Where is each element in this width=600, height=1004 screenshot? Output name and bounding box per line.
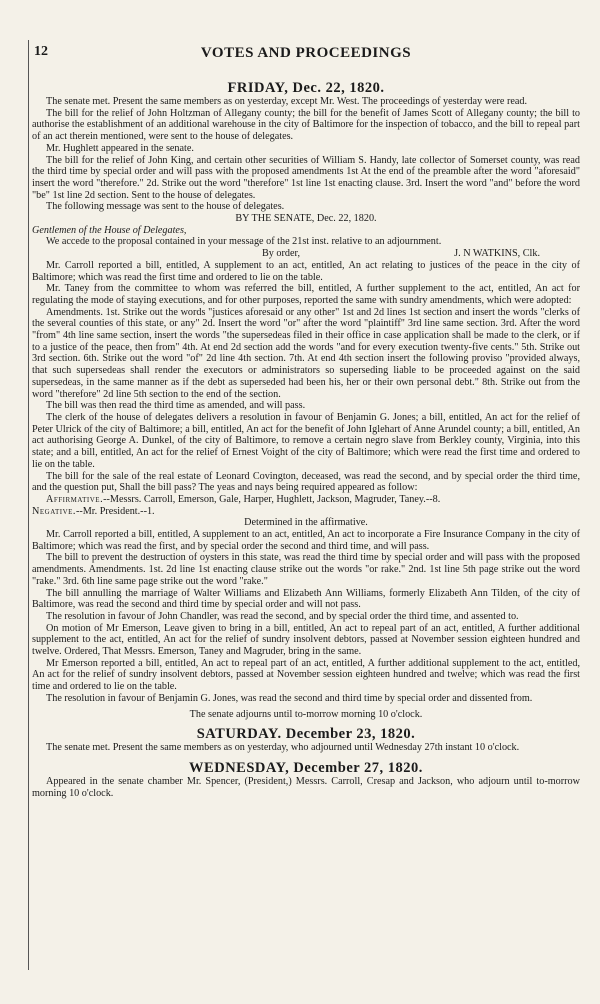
message-body: We accede to the proposal contained in your message of the 21st inst. relative to an adjournment.	[46, 236, 442, 248]
page-margin-rule	[28, 40, 29, 970]
paragraph: Mr. Hughlett appeared in the senate.	[46, 142, 194, 154]
signature: J. N WATKINS, Clk.	[454, 248, 540, 260]
wednesday-text: Appeared in the senate chamber Mr. Spencer, (President,) Messrs. Carroll, Cresap and Jackson, who adjourn until to-morrow morning 10 o'clock.	[32, 775, 580, 799]
message-heading: BY THE SENATE, Dec. 22, 1820.	[235, 213, 377, 225]
saturday-heading: SATURDAY. December 23, 1820.	[196, 726, 416, 743]
paragraph: The bill for the relief of John King, and certain other securities of William S. Handy, late collector of Somerset county, was read the third time by special order and will pass with the proposed amendments 1st At the end of the preamble after the word "aforesaid" insert the word "therefore." 2d. Strike out the word "therefore" 1st line 1st enacting clause. 3rd. Insert the word "and" before the word "be" 1st line 2d section. Sent to the house of delegates.	[32, 154, 580, 201]
paragraph: The bill was then read the third time as amended, and will pass.	[46, 400, 306, 412]
paragraph: The bill to prevent the destruction of oysters in this state, was read the third time by special order and will pass with the proposed amendments. Amendments. 1st. 2d line 1st enacting clause strike out the words "or rake." 2nd. 1st line 5th page strike out the word "rake." 3rd. 6th line same page strike out the word "rake."	[32, 552, 580, 587]
paragraph: On motion of Mr Emerson, Leave given to bring in a bill, entitled, An act to repeal part of an act, entitled, A further additional supplement to the act, entitled, An act for the relief of sundry insolvent debtors, passed at November session eighteen hundred and twelve. Ordered, That Messrs. Emerson, Taney and Magruder, bring in the same.	[32, 622, 580, 658]
wednesday-heading: WEDNESDAY, December 27, 1820.	[189, 759, 423, 776]
negative-names: --Mr. President.--1.	[75, 505, 155, 517]
paragraph: The clerk of the house of delegates delivers a resolution in favour of Benjamin G. Jones; a bill, entitled, An act for the relief of Peter Ulrick of the city of Baltimore; a bill, entitled, An act for the benefit of John Iglehart of Anne Arundel county; a bill, entitled, An act authorising George A. Dunkel, of the city of Baltimore, to remove a certain negro slave from Berkley county, Virginia, into this state; and a bill, entitled, An act for the relief of Ernest Voight of the city of Baltimore; which were read the first time and ordered to lie on the table.	[32, 411, 580, 470]
saturday-text: The senate met. Present the same members as on yesterday, who adjourned until Wednesday 27th instant 10 o'clock.	[46, 742, 520, 754]
adjourn-notice: The senate adjourns until to-morrow morning 10 o'clock.	[189, 708, 423, 720]
friday-heading: FRIDAY, Dec. 22, 1820.	[227, 80, 385, 96]
paragraph: The bill for the relief of John Holtzman of Allegany county; the bill for the benefit of James Scott of Allegany county; the bill to authorise the establishment of an additional warehouse in the city of Baltimore for the inspection of tobacco, and the bill to repeal part of an act therein mentioned, were sent to the house of delegates.	[32, 107, 580, 143]
paragraph: The bill for the sale of the real estate of Leonard Covington, deceased, was read the second, and by special order the third time, and the question put, Shall the bill pass? The yeas and nays being required appeared as follow:	[32, 470, 580, 494]
paragraph: Mr. Carroll reported a bill, entitled, A supplement to an act, entitled, An act relating to justices of the peace in the city of Baltimore; which was read the first time and ordered to lie on the table.	[32, 259, 580, 283]
negative-label: Negative.	[32, 505, 76, 517]
affirmative-label: Affirmative.	[46, 493, 104, 505]
paragraph: Mr. Taney from the committee to whom was referred the bill, entitled, A further supplement to the act, entitled, An act for regulating the mode of staying executions, and for other purposes, reported the same with sundry amendments, which were adopted:	[32, 283, 580, 306]
vote-affirmative	[32, 494, 580, 506]
by-order: By order,	[262, 248, 301, 260]
vote-negative	[32, 506, 580, 518]
running-title: VOTES AND PROCEEDINGS	[200, 45, 412, 61]
affirmative-names: --Messrs. Carroll, Emerson, Gale, Harper, Hughlett, Jackson, Magruder, Taney.--8.	[103, 493, 441, 505]
paragraph: The resolution in favour of Benjamin G. Jones, was read the second and third time by special order and dissented from.	[46, 692, 533, 704]
paragraph: Mr Emerson reported a bill, entitled, An act to repeal part of an act, entitled, A further additional supplement to the act, entitled, An act for the relief of sundry insolvent debtors, passed at November session eighteen hundred and twelve; which was read the first time and ordered to lie on the table.	[32, 657, 580, 693]
vote-result: Determined in the affirmative.	[244, 517, 368, 529]
paragraph: The bill annulling the marriage of Walter Williams and Elizabeth Ann Williams, formerly Elizabeth Ann Tilden, of the city of Baltimore, was read the second and third time by special order and will not pass.	[32, 587, 580, 611]
message-signature-row	[32, 248, 580, 260]
paragraph: Mr. Carroll reported a bill, entitled, A supplement to an act, entitled, An act to incorporate a Fire Insurance Company in the city of Baltimore; which was read the first, and by special order the second and third time, and will pass.	[32, 529, 580, 552]
paragraph: The following message was sent to the house of delegates.	[46, 201, 285, 213]
paragraph: The resolution in favour of John Chandler, was read the second, and by special order the third time, and assented to.	[46, 610, 519, 622]
paragraph: Amendments. 1st. Strike out the words "justices aforesaid or any other" 1st and 2d lines 1st section and insert the words "clerks of the several counties of this state, or any" 2d. Insert the word "or" after the word "plaintiff" 3rd line same section. 3rd. After the word "from" 4th line same section, insert the words "the supersedeas filed in their office in case application shall be made to the clerk, or if to a justice of the peace, then from" 4th. At end 2d section add the words "and for every execution twenty-five cents." 5th. Strike out 3rd section. 6th. Strike out the word "of" 2d line 4th section. 7th. At end 4th section insert the following proviso "provided always, that such supersedeas shall render the executors or administrators so superseding liable to be proceeded against on the said supersedeas, in the same manner as if the debt as superseded had been his, her or their own personal debt." 8th. Strike out from the word "therefore" 2d line 5th section to the end of the section.	[32, 306, 580, 400]
page-number: 12	[34, 44, 48, 59]
message-salutation: Gentlemen of the House of Delegates,	[32, 224, 187, 236]
page-body	[32, 80, 580, 799]
paragraph: The senate met. Present the same members as on yesterday, except Mr. West. The proceedings of yesterday were read.	[46, 96, 528, 107]
